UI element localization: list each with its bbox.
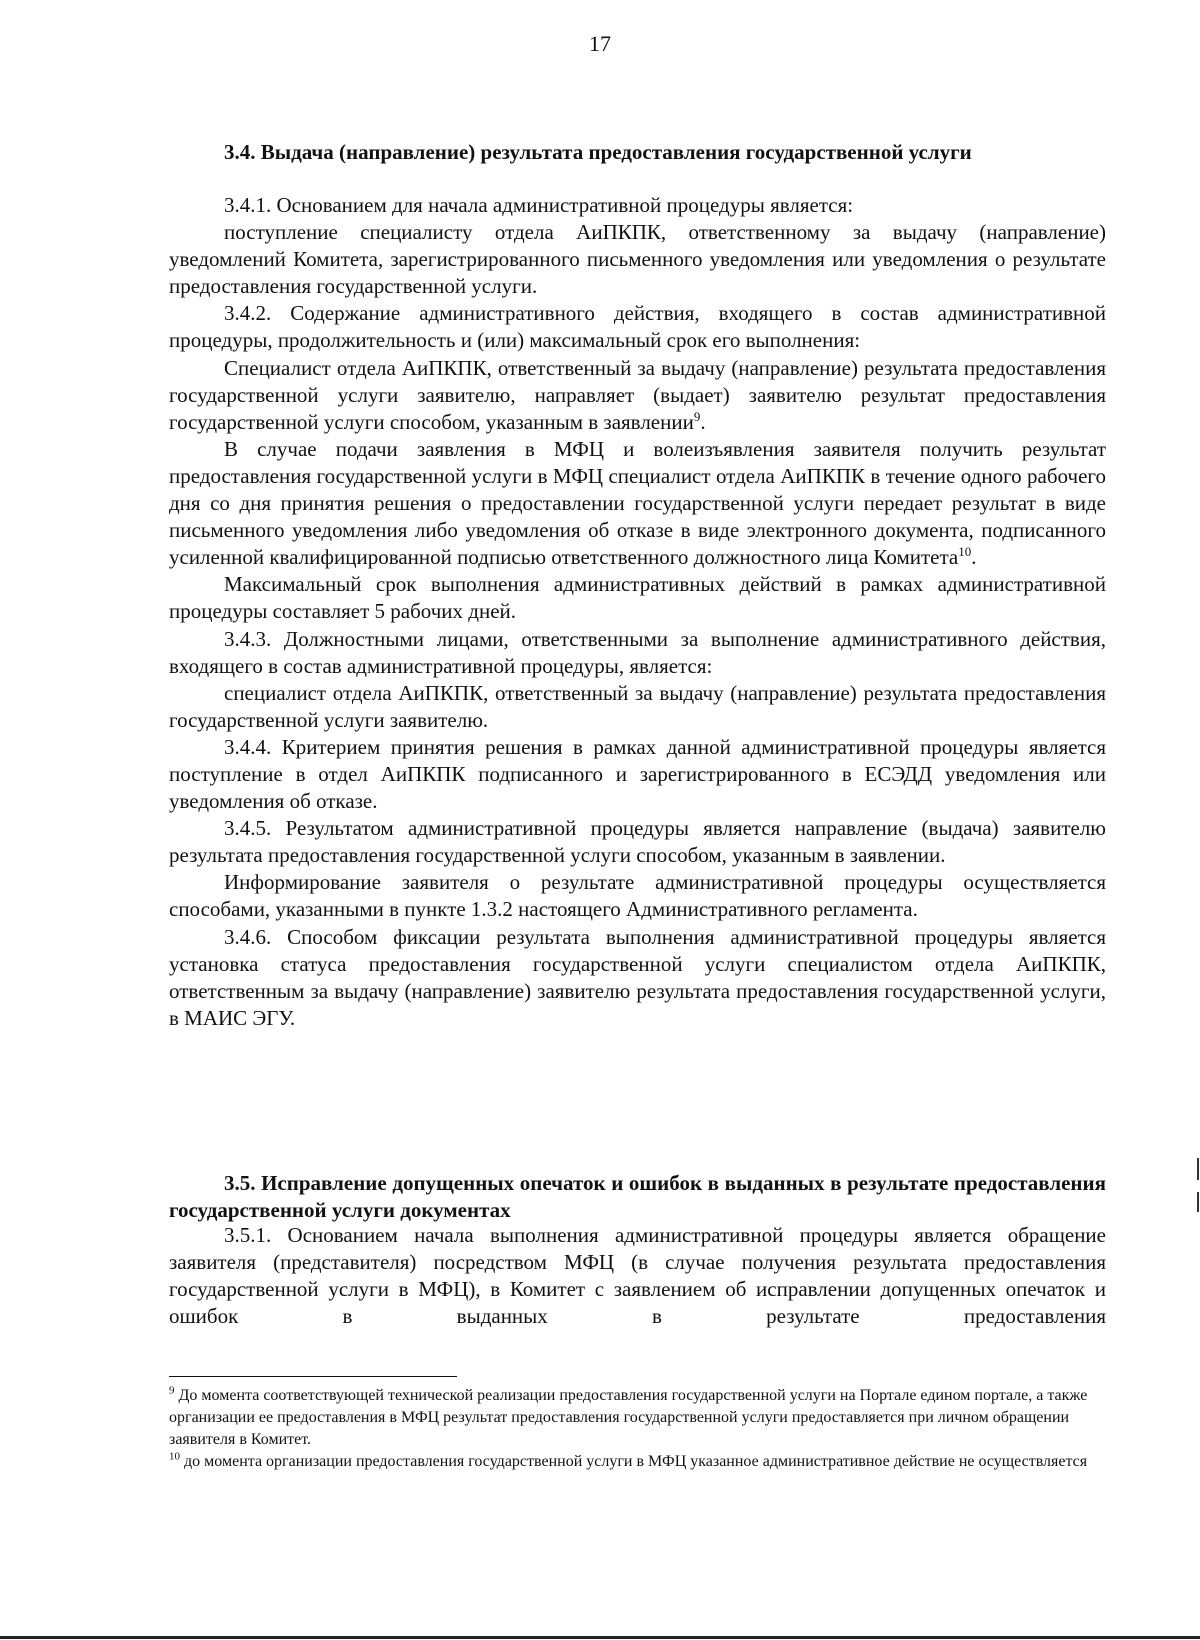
scan-edge-mark xyxy=(1197,1192,1199,1212)
paragraph-responsible-specialist: специалист отдела АиПКПК, ответственный за выдачу (направление) результата предоставления государственной услуги заявителю. xyxy=(169,680,1106,732)
paragraph-3-4-1: 3.4.1. Основанием для начала административной процедуры является: xyxy=(224,193,854,217)
scan-edge-mark xyxy=(1197,1158,1199,1180)
paragraph-3-4-2: 3.4.2. Содержание административного действия, входящего в состав административной процедуры, продолжительность и (или) максимальный срок его выполнения: xyxy=(169,301,1106,353)
period: . xyxy=(971,545,977,570)
footnote-text: до момента организации предоставления государственной услуги в МФЦ указанное административное действие не осуществляется xyxy=(184,1453,1088,1470)
footnote-text: До момента соответствующей технической реализации предоставления государственной услуги на Портале едином портале, а также организации ее предоставления в МФЦ результат предоставления государственной услуги предоставляется при личном обращении заявителя в Комитет. xyxy=(169,1387,1088,1448)
section-3-4-heading: 3.4. Выдача (направление) результата предоставления государственной услуги xyxy=(224,140,972,164)
footnote-mark: 10 xyxy=(169,1450,180,1463)
section-3-5-body xyxy=(169,1222,1106,1330)
paragraph-informing: Информирование заявителя о результате административной процедуры осуществляется способами, указанными в пункте 1.3.2 настоящего Административного регламента. xyxy=(169,870,1106,922)
footnotes xyxy=(169,1385,1094,1473)
footnote-ref-9: 9 xyxy=(693,408,701,424)
section-3-4-body xyxy=(169,192,1106,1032)
footnote-separator xyxy=(169,1376,457,1377)
paragraph-3-4-5: 3.4.5. Результатом административной процедуры является направление (выдача) заявителю результата предоставления государственной услуги способом, указанным в заявлении. xyxy=(169,816,1106,868)
footnote-ref-10: 10 xyxy=(958,544,972,560)
footnote-10 xyxy=(169,1451,1094,1473)
paragraph-receipt: поступление специалисту отдела АиПКПК, ответственному за выдачу (направление) уведомлений Комитета, зарегистрированного письменного уведомления или уведомления о результате предоставления государственной услуги. xyxy=(169,220,1106,299)
footnote-9 xyxy=(169,1385,1094,1451)
paragraph-3-4-3: 3.4.3. Должностными лицами, ответственными за выполнение административного действия, входящего в состав административной процедуры, является: xyxy=(169,626,1106,678)
section-3-5-heading: 3.5. Исправление допущенных опечаток и ошибок в выданных в результате предоставления государственной услуги документах xyxy=(169,1171,1106,1222)
paragraph-3-4-4: 3.4.4. Критерием принятия решения в рамках данной административной процедуры является поступление в отдел АиПКПК подписанного и зарегистрированного в ЕСЭДД уведомления или уведомления об отказе. xyxy=(169,734,1106,814)
paragraph-specialist-sends xyxy=(169,355,1106,436)
paragraph-3-5-1: 3.5.1. Основанием начала выполнения административной процедуры является обращение заявителя (представителя) посредством МФЦ (в случае получения результата предоставления государственной услуги в МФЦ), в Комитет с заявлением об исправлении допущенных опечаток и ошибок в выданных в результате предоставления xyxy=(169,1223,1106,1329)
footnote-mark: 9 xyxy=(169,1384,175,1397)
paragraph-mfc-case-text: В случае подачи заявления в МФЦ и волеизъявления заявителя получить результат предоставления государственной услуги в МФЦ специалист отдела АиПКПК в течение одного рабочего дня со дня принятия решения о предоставлении государственной услуги передает результат в виде письменного уведомления либо уведомления об отказе в виде электронного документа, подписанного усиленной квалифицированной подписью ответственного должностного лица Комитета xyxy=(169,436,1106,570)
paragraph-mfc-case xyxy=(169,436,1106,571)
paragraph-specialist-sends-text: Специалист отдела АиПКПК, ответственный за выдачу (направление) результата предоставления государственной услуги заявителю, направляет (выдает) заявителю результат предоставления государственной услуги способом, указанным в заявлении xyxy=(169,355,1106,434)
page-number: 17 xyxy=(589,31,611,56)
period: . xyxy=(700,409,706,434)
scan-bottom-edge xyxy=(0,1636,1200,1639)
paragraph-3-4-6: 3.4.6. Способом фиксации результата выполнения административной процедуры является установка статуса предоставления государственной услуги специалистом отдела АиПКПК, ответственным за выдачу (направление) заявителю результата предоставления государственной услуги, в МАИС ЭГУ. xyxy=(169,924,1106,1030)
paragraph-max-term: Максимальный срок выполнения административных действий в рамках административной процедуры составляет 5 рабочих дней. xyxy=(169,572,1106,624)
